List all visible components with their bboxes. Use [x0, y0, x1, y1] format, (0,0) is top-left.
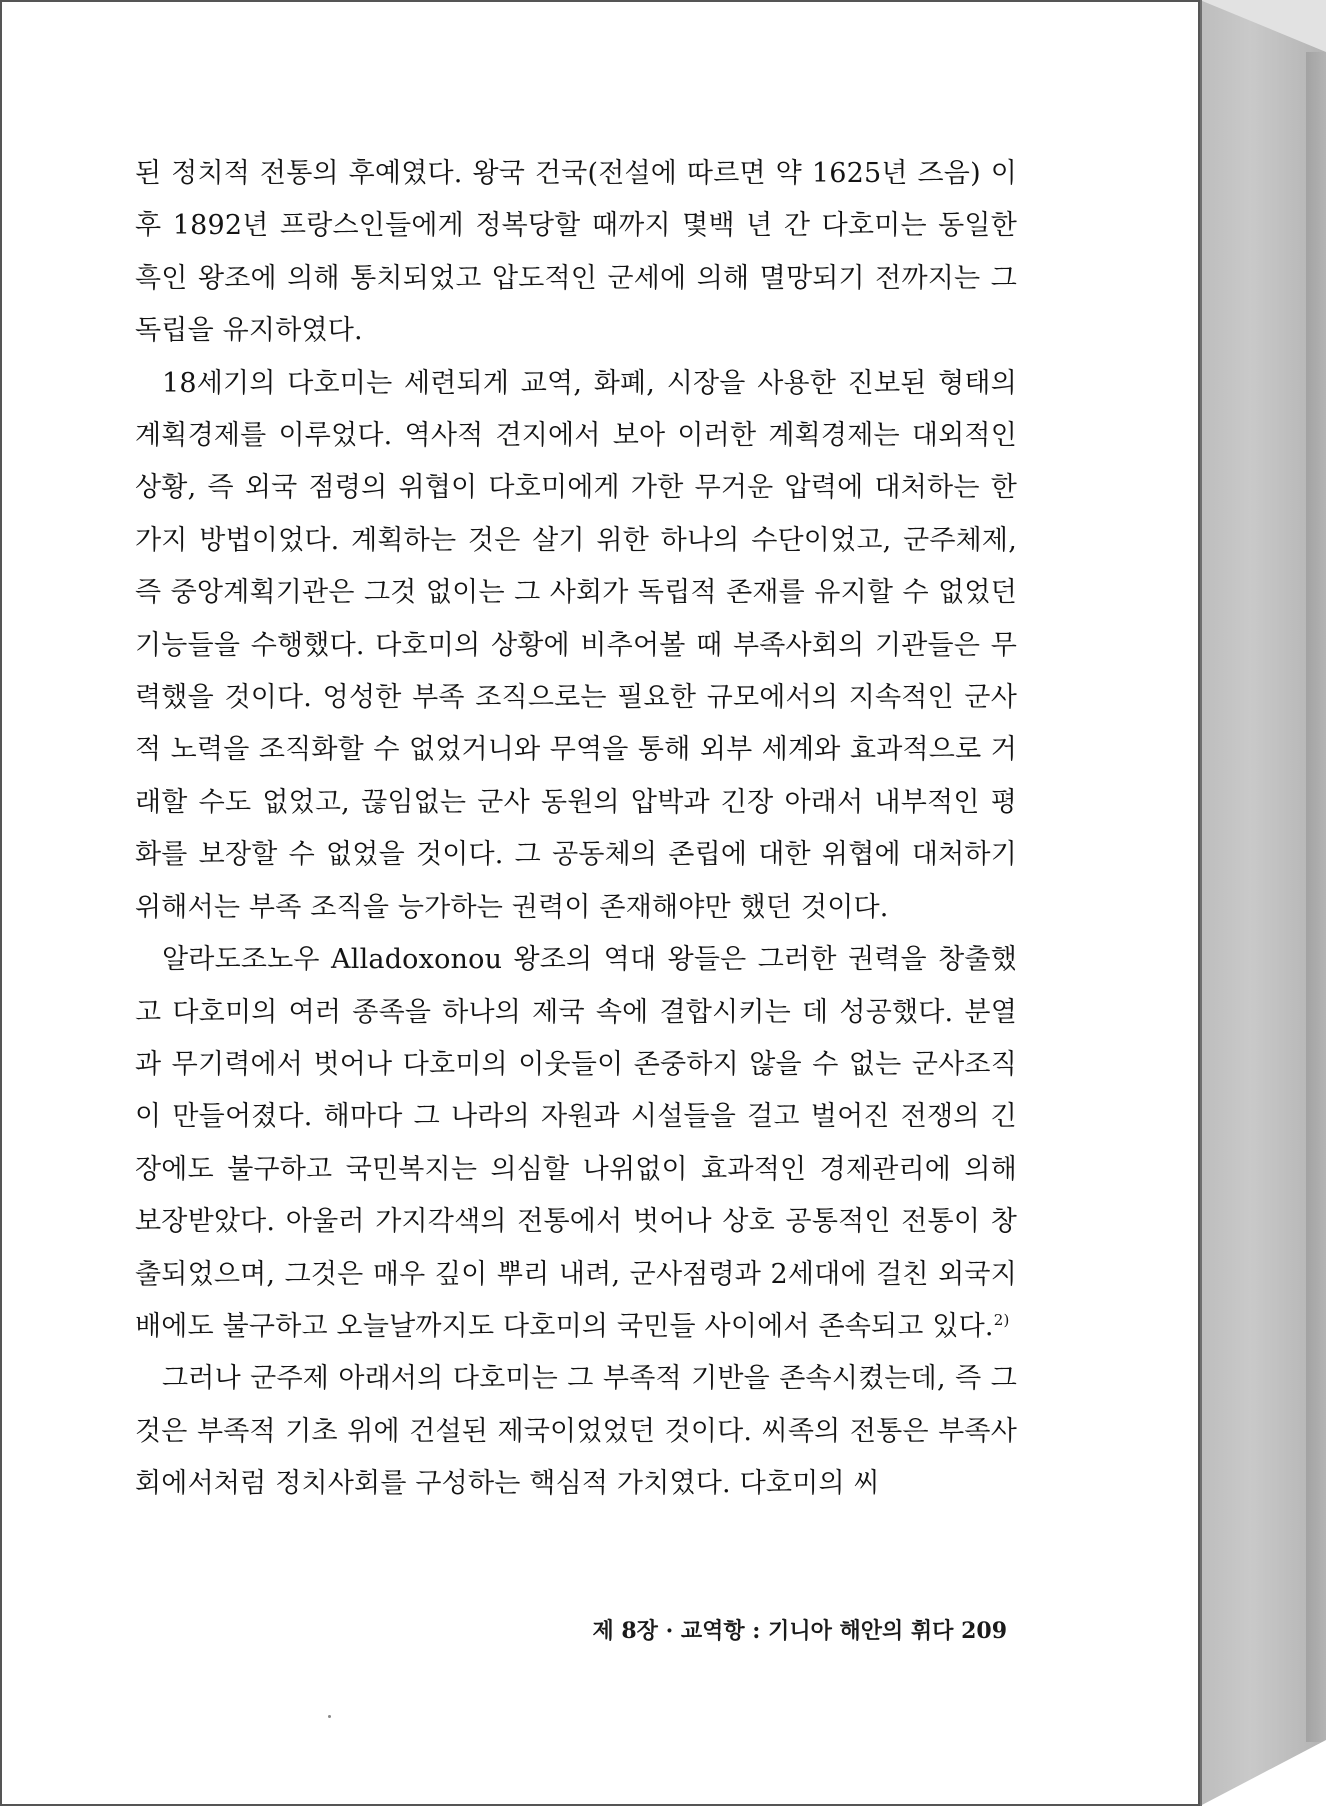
paragraph-2: 18세기의 다호미는 세련되게 교역, 화폐, 시장을 사용한 진보된 형태의 계획경제를 이루었다. 역사적 견지에서 보아 이러한 계획경제는 대외적인 상황, 즉 외국 점령의 위협이 다호미에게 가한 무거운 압력에 대처하는 한 가지 방법이었다. 계획하는 것은 살기 위한 하나의 수단이었고, 군주체제, 즉 중앙계획기관은 그것 없이는 그 사회가 독립적 존재를 유지할 수 없었던 기능들을 수행했다. 다호미의 상황에 비추어볼 때 부족사회의 기관들은 무력했을 것이다. 엉성한 부족 조직으로는 필요한 규모에서의 지속적인 군사적 노력을 조직화할 수 없었거니와 무역을 통해 외부 세계와 효과적으로 거래할 수도 없었고, 끊임없는 군사 동원의 압박과 긴장 아래서 내부적인 평화를 보장할 수 없었을 것이다. 그 공동체의 존립에 대한 위협에 대처하기 위해서는 부족 조직을 능가하는 권력이 존재해야만 했던 것이다. [135, 367, 1017, 923]
paragraph-1: 된 정치적 전통의 후예였다. 왕국 건국(전설에 따르면 약 1625년 즈음) 이후 1892년 프랑스인들에게 정복당할 때까지 몇백 년 간 다호미는 동일한 흑인 왕조에 의해 통치되었고 압도적인 군세에 의해 멸망되기 전까지는 그 독립을 유지하였다. [135, 158, 1017, 347]
running-footer: 제 8장 · 교역항 : 기니아 해안의 휘다 209 [592, 1618, 1007, 1644]
footnote-marker: 2) [993, 1310, 1010, 1329]
paragraph-3 [135, 934, 1017, 1353]
paragraph-3-text: 알라도조노우 Alladoxonou 왕조의 역대 왕들은 그러한 권력을 창출했고 다호미의 여러 종족을 하나의 제국 속에 결합시키는 데 성공했다. 분열과 무기력에서 벗어나 다호미의 이웃들이 존중하지 않을 수 없는 군사조직이 만들어졌다. 해마다 그 나라의 자원과 시설들을 걸고 벌어진 전쟁의 긴장에도 불구하고 국민복지는 의심할 나위없이 효과적인 경제관리에 의해 보장받았다. 아울러 가지각색의 전통에서 벗어나 상호 공통적인 전통이 창출되었으며, 그것은 매우 깊이 뿌리 내려, 군사점령과 2세대에 걸친 외국지배에도 불구하고 오늘날까지도 다호미의 국민들 사이에서 존속되고 있다. [135, 944, 1017, 1342]
body-text [135, 148, 1017, 1511]
print-speck [328, 1715, 331, 1718]
paragraph-4: 그러나 군주제 아래서의 다호미는 그 부족적 기반을 존속시켰는데, 즉 그것은 부족적 기초 위에 건설된 제국이었었던 것이다. 씨족의 전통은 부족사회에서처럼 정치사회를 구성하는 핵심적 가치였다. 다호미의 씨 [135, 1363, 1017, 1500]
book-edge-shadow [1306, 52, 1326, 1742]
book-edge-line [1200, 0, 1202, 1806]
